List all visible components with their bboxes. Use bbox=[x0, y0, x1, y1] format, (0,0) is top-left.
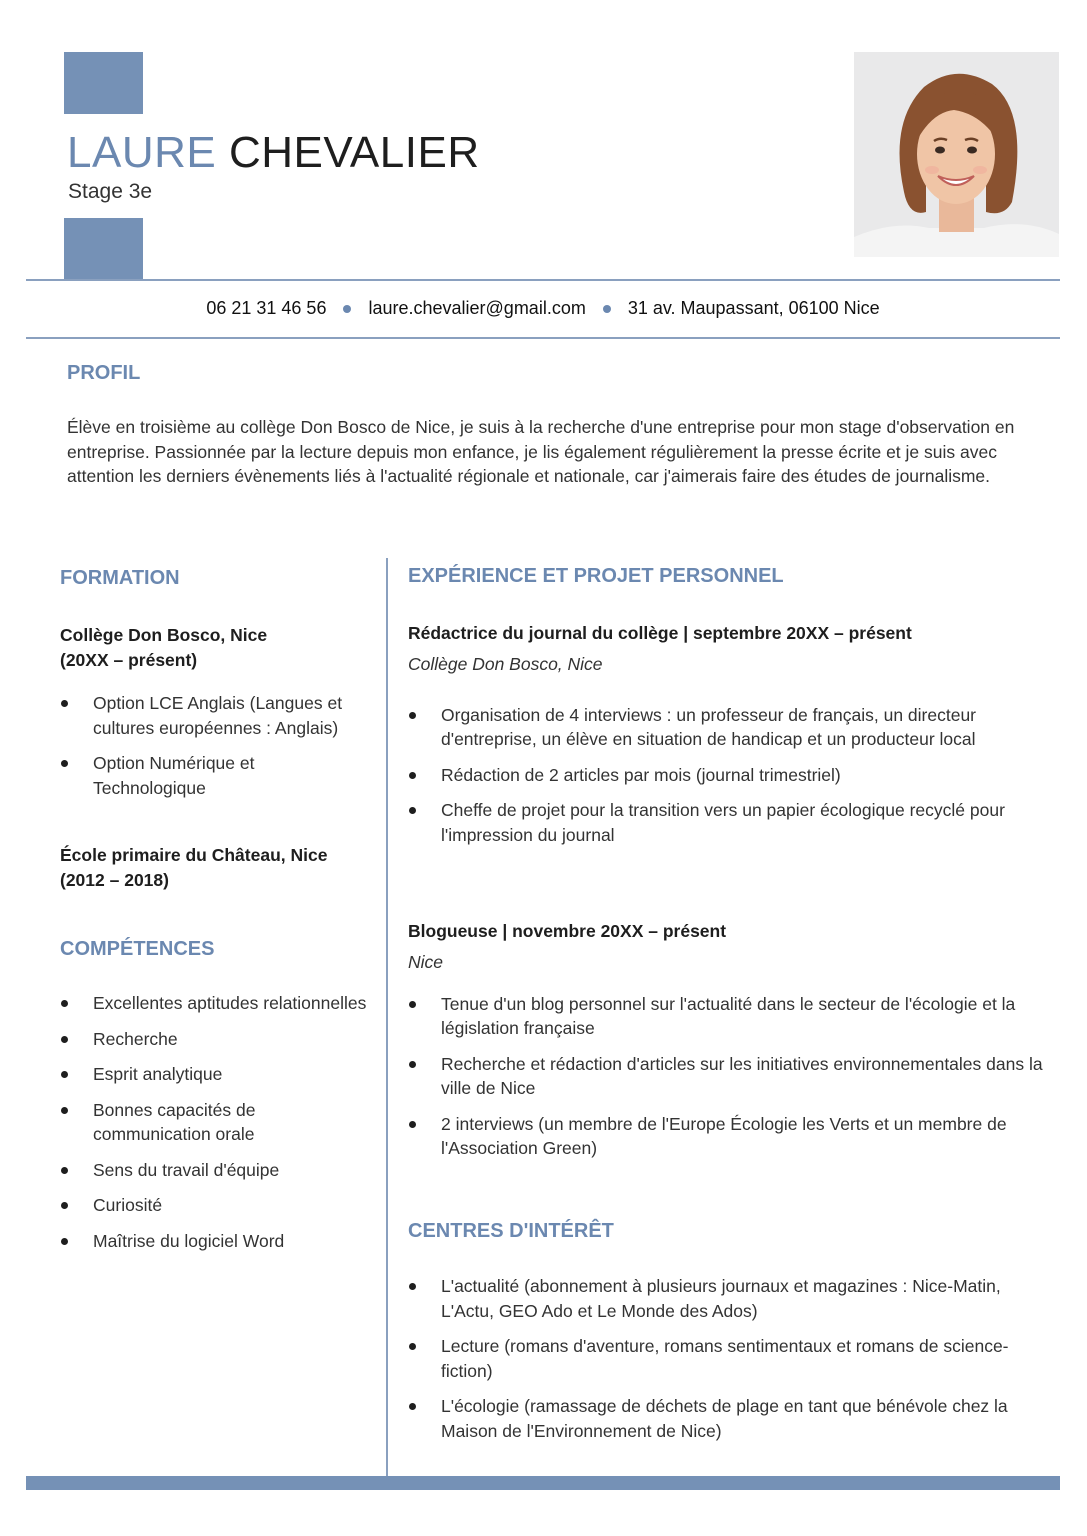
bullet-icon bbox=[409, 807, 416, 814]
profil-title: PROFIL bbox=[67, 362, 141, 384]
header-accent-block-bottom bbox=[64, 218, 143, 280]
job-subtitle: Stage 3e bbox=[68, 180, 153, 203]
list-item: Excellentes aptitudes relationnelles bbox=[60, 991, 370, 1016]
list-item: L'écologie (ramassage de déchets de plage en tant que bénévole chez la Maison de l'Environnement de Nice) bbox=[408, 1394, 1048, 1443]
competences-list bbox=[60, 991, 370, 1264]
list-item: Esprit analytique bbox=[60, 1062, 370, 1087]
formation-school: Collège Don Bosco, Nice bbox=[60, 625, 268, 645]
separator-dot-icon bbox=[343, 305, 351, 313]
bullet-icon bbox=[61, 1202, 68, 1209]
bullet-icon bbox=[409, 1121, 416, 1128]
list-item: Recherche bbox=[60, 1027, 370, 1052]
first-name: LAURE bbox=[67, 128, 217, 177]
contact-rule-bottom bbox=[26, 337, 1060, 339]
list-item: Curiosité bbox=[60, 1193, 370, 1218]
list-item: L'actualité (abonnement à plusieurs journaux et magazines : Nice-Matin, L'Actu, GEO Ado et Le Monde des Ados) bbox=[408, 1274, 1048, 1323]
experience-role: Rédactrice du journal du collège | septembre 20XX – présent bbox=[408, 623, 912, 643]
experience-tasks-list bbox=[408, 703, 1048, 848]
list-item: Tenue d'un blog personnel sur l'actualité dans le secteur de l'écologie et la législation française bbox=[408, 992, 1048, 1041]
bullet-icon bbox=[409, 1061, 416, 1068]
competences-title: COMPÉTENCES bbox=[60, 938, 215, 960]
bullet-icon bbox=[409, 1283, 416, 1290]
list-item: Sens du travail d'équipe bbox=[60, 1158, 370, 1183]
formation-title: FORMATION bbox=[60, 567, 180, 589]
bullet-icon bbox=[61, 1036, 68, 1043]
formation-entry bbox=[60, 843, 370, 892]
contact-bar bbox=[26, 298, 1060, 319]
formation-period: (2012 – 2018) bbox=[60, 869, 169, 890]
experience-place: Nice bbox=[408, 951, 444, 972]
experience-place: Collège Don Bosco, Nice bbox=[408, 653, 603, 674]
bullet-icon bbox=[409, 772, 416, 779]
formation-school: École primaire du Château, Nice bbox=[60, 845, 328, 865]
bullet-icon bbox=[61, 1167, 68, 1174]
bullet-icon bbox=[61, 760, 68, 767]
experience-entry bbox=[408, 621, 1048, 858]
list-item: Lecture (romans d'aventure, romans sentimentaux et romans de science-fiction) bbox=[408, 1334, 1048, 1383]
bullet-icon bbox=[61, 1071, 68, 1078]
profil-text: Élève en troisième au collège Don Bosco de Nice, je suis à la recherche d'une entreprise pour mon stage d'observation en entreprise. Passionnée par la lecture depuis mon enfance, je lis également régulièrement la presse écrite et je suis avec attention les derniers évènements liés à l'actualité régionale et nationale, car j'aimerais faire des études de journalisme. bbox=[67, 417, 1015, 486]
list-item: Organisation de 4 interviews : un professeur de français, un directeur d'entreprise, un élève en situation de handicap et un producteur local bbox=[408, 703, 1048, 752]
header-accent-block-top bbox=[64, 52, 143, 114]
bullet-icon bbox=[409, 1403, 416, 1410]
interets-list bbox=[408, 1274, 1048, 1454]
column-divider bbox=[386, 558, 388, 1476]
list-item: Option LCE Anglais (Langues et cultures européennes : Anglais) bbox=[60, 691, 370, 740]
list-item: Rédaction de 2 articles par mois (journal trimestriel) bbox=[408, 763, 1048, 788]
contact-rule-top bbox=[26, 279, 1060, 281]
separator-dot-icon bbox=[603, 305, 611, 313]
experience-tasks-list bbox=[408, 992, 1048, 1161]
bullet-icon bbox=[61, 1107, 68, 1114]
bullet-icon bbox=[409, 1343, 416, 1350]
bullet-icon bbox=[61, 1238, 68, 1245]
contact-address: 31 av. Maupassant, 06100 Nice bbox=[627, 298, 880, 318]
formation-period: (20XX – présent) bbox=[60, 649, 198, 670]
list-item: Bonnes capacités de communication orale bbox=[60, 1098, 370, 1147]
profile-photo-illustration bbox=[854, 52, 1059, 257]
experience-entry bbox=[408, 919, 1048, 1172]
profile-photo bbox=[854, 52, 1059, 257]
bullet-icon bbox=[409, 712, 416, 719]
candidate-name bbox=[67, 126, 480, 180]
list-item: Cheffe de projet pour la transition vers un papier écologique recyclé pour l'impression du journal bbox=[408, 798, 1048, 847]
formation-entry bbox=[60, 623, 370, 811]
bullet-icon bbox=[61, 700, 68, 707]
interets-title: CENTRES D'INTÉRÊT bbox=[408, 1220, 614, 1242]
list-item: Recherche et rédaction d'articles sur les initiatives environnementales dans la ville de Nice bbox=[408, 1052, 1048, 1101]
bullet-icon bbox=[61, 1000, 68, 1007]
experience-title: EXPÉRIENCE ET PROJET PERSONNEL bbox=[408, 565, 784, 587]
list-item: Maîtrise du logiciel Word bbox=[60, 1229, 370, 1254]
last-name: CHEVALIER bbox=[228, 128, 480, 177]
experience-role: Blogueuse | novembre 20XX – présent bbox=[408, 921, 727, 941]
list-item: Option Numérique et Technologique bbox=[60, 751, 370, 800]
contact-email: laure.chevalier@gmail.com bbox=[368, 298, 586, 318]
formation-options-list bbox=[60, 691, 370, 800]
footer-bar bbox=[26, 1476, 1060, 1490]
contact-phone: 06 21 31 46 56 bbox=[206, 298, 327, 318]
bullet-icon bbox=[409, 1001, 416, 1008]
list-item: 2 interviews (un membre de l'Europe Écologie les Verts et un membre de l'Association Green) bbox=[408, 1112, 1048, 1161]
